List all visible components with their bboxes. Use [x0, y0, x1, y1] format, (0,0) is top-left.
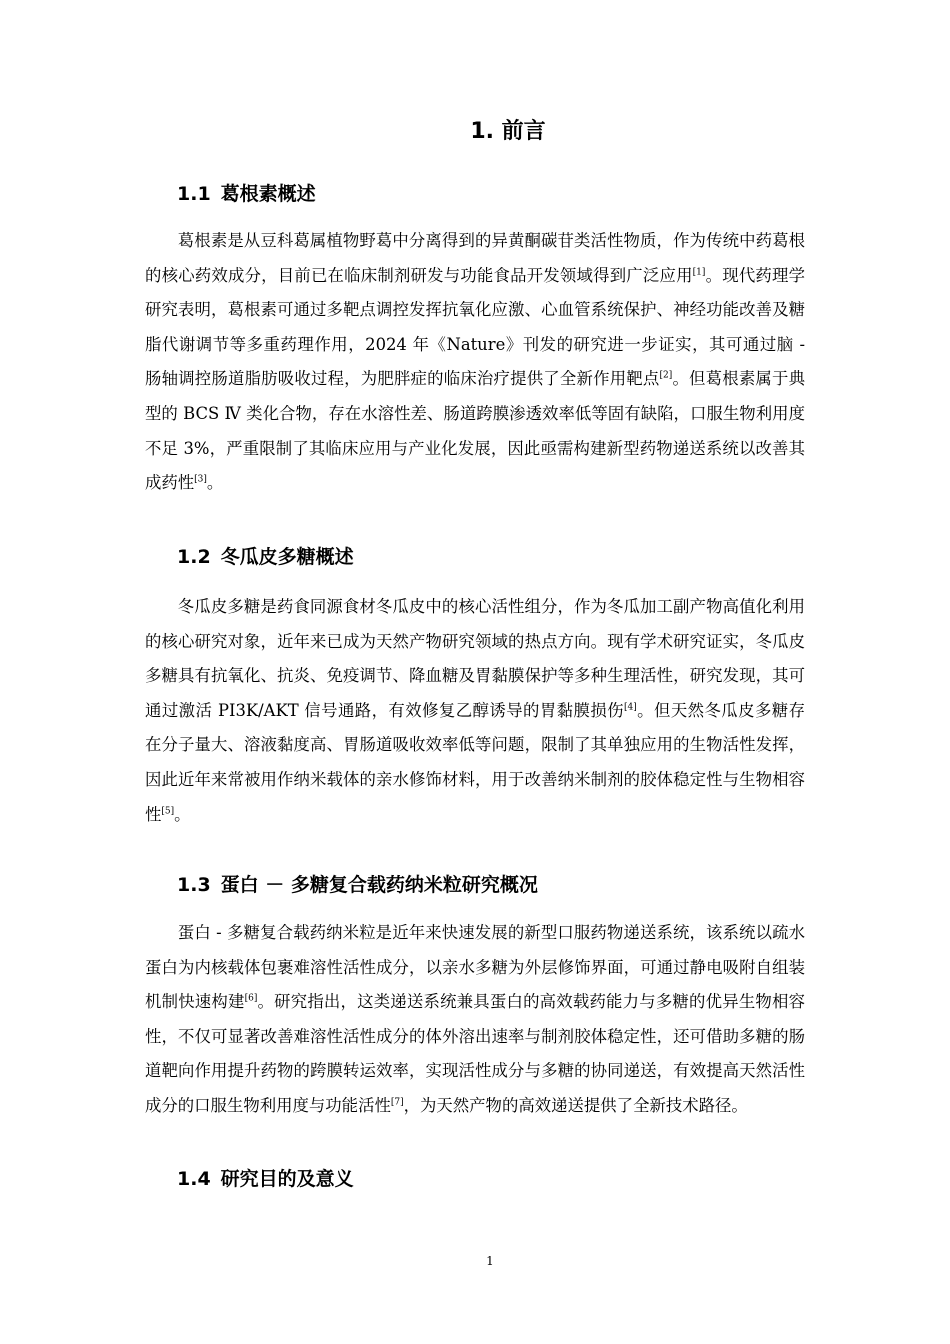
- paragraph-text: 。但天然冬瓜皮多糖存在分子量大、溶液黏度高、胃肠道吸收效率低等问题，限制了其单独应用的生物活性发挥，因此近年来常被用作纳米载体的亲水修饰材料，用于改善纳米制剂的胶体稳定性与生物相容性: [145, 700, 806, 824]
- paragraph-text: ，为天然产物的高效递送提供了全新技术路径。: [403, 1095, 748, 1115]
- section-title-text: 蛋白 － 多糖复合载药纳米粒研究概况: [220, 874, 538, 896]
- section-heading-1-2: [177, 542, 354, 572]
- paragraph-text: 冬瓜皮多糖是药食同源食材冬瓜皮中的核心活性组分，作为冬瓜加工副产物高值化利用的核心研究对象，近年来已成为天然产物研究领域的热点方向。现有学术研究证实，冬瓜皮多糖具有抗氧化、抗炎、免疫调节、降血糖及胃黏膜保护等多种生理活性，研究发现，其可通过激活 PI3K/AKT 信号通路，有效修复乙醇诱导的胃黏膜损伤: [145, 597, 805, 720]
- paragraph-text: 。但葛根素属于典型的 BCS Ⅳ 类化合物，存在水溶性差、肠道跨膜渗透效率低等固有缺陷，口服生物利用度不足 3%，严重限制了其临床应用与产业化发展，因此亟需构建新型药物递送系统以改善其成药性: [145, 369, 806, 493]
- citation-ref: [2]: [659, 370, 673, 381]
- section-heading-1-1: [177, 179, 316, 209]
- paragraph-text: 葛根素是从豆科葛属植物野葛中分离得到的异黄酮碳苷类活性物质，作为传统中药葛根的核心药效成分，目前已在临床制剂研发与功能食品开发领域得到广泛应用: [145, 231, 805, 285]
- citation-ref: [1]: [692, 267, 706, 278]
- paragraph-text: 。现代药理学研究表明，葛根素可通过多靶点调控发挥抗氧化应激、心血管系统保护、神经功能改善及糖脂代谢调节等多重药理作用，2024 年《Nature》刊发的研究进一步证实，其可通过脑 - 肠轴调控肠道脂肪吸收过程，为肥胖症的临床治疗提供了全新作用靶点: [145, 265, 805, 389]
- paragraph-text: 。: [206, 473, 224, 493]
- section-paragraph-1-2: [145, 590, 805, 832]
- page-number: 1: [486, 1254, 494, 1268]
- section-heading-1-4: [177, 1164, 354, 1194]
- paragraph-text: 。: [174, 804, 191, 824]
- paragraph-text: 。研究指出，这类递送系统兼具蛋白的高效载药能力与多糖的优异生物相容性，不仅可显著改善难溶性活性成分的体外溶出速率与制剂胶体稳定性，还可借助多糖的肠道靶向作用提升药物的跨膜转运效率，实现活性成分与多糖的协同递送，有效提高天然活性成分的口服生物利用度与功能活性: [145, 992, 805, 1115]
- paragraph-text: 蛋白 - 多糖复合载药纳米粒是近年来快速发展的新型口服药物递送系统，该系统以疏水蛋白为内核载体包裹难溶性活性成分，以亲水多糖为外层修饰界面，可通过静电吸附自组装机制快速构建: [145, 923, 805, 1012]
- section-title-text: 研究目的及意义: [220, 1168, 354, 1190]
- section-number: 1.3: [177, 874, 211, 896]
- section-title-text: 冬瓜皮多糖概述: [220, 546, 354, 568]
- chapter-title: 1. 前言: [470, 119, 546, 144]
- section-number: 1.1: [177, 183, 211, 205]
- section-number: 1.4: [177, 1168, 211, 1190]
- citation-ref: [6]: [244, 993, 258, 1004]
- section-number: 1.2: [177, 546, 211, 568]
- section-heading-1-3: [177, 870, 538, 900]
- section-paragraph-1-1: [145, 224, 805, 501]
- citation-ref: [7]: [390, 1097, 404, 1108]
- section-paragraph-1-3: [145, 916, 805, 1124]
- citation-ref: [3]: [194, 474, 207, 485]
- citation-ref: [4]: [624, 702, 637, 713]
- citation-ref: [5]: [161, 806, 175, 817]
- section-title-text: 葛根素概述: [220, 183, 316, 205]
